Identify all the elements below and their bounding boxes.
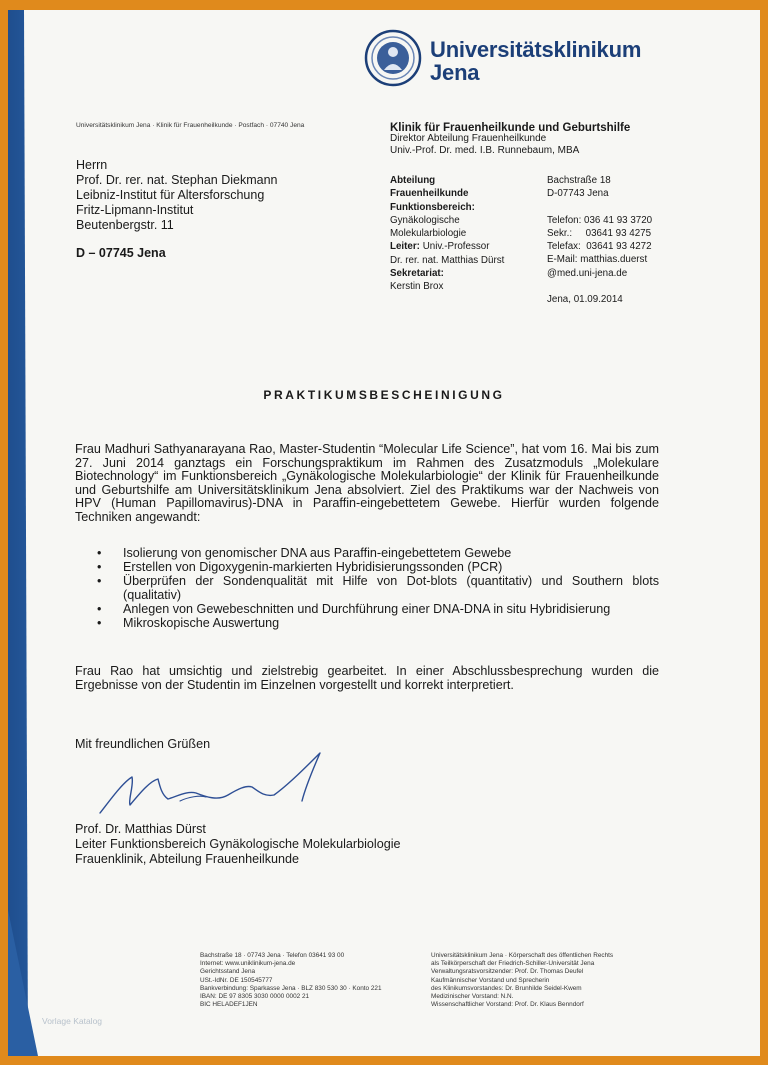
list-item: • Erstellen von Digoxygenin-markierten Hybridisierungssonden (PCR)	[75, 561, 659, 575]
document-title: PRAKTIKUMSBESCHEINIGUNG	[263, 388, 505, 402]
footer-line: Internet: www.uniklinikum-jena.de	[200, 960, 296, 968]
signer-role: Leiter Funktionsbereich Gynäkologische Molekularbiologie	[75, 837, 401, 851]
greeting: Mit freundlichen Grüßen	[75, 737, 211, 751]
footer-line: Bankverbindung: Sparkasse Jena · BLZ 830 530 30 · Konto 221	[200, 984, 382, 992]
footer-line: IBAN: DE 97 8305 3030 0000 0002 21	[200, 993, 310, 1001]
contact-phone: Telefon: 036 41 93 3720	[547, 214, 653, 226]
footer-line: Medizinischer Vorstand: N.N.	[431, 993, 514, 1001]
department-label: Abteilung	[390, 175, 436, 186]
watermark-text: Vorlage Katalog	[42, 1016, 103, 1026]
footer-line: Wissenschaftlicher Vorstand: Prof. Dr. Klaus Benndorf	[431, 1001, 584, 1009]
contact-email: E-Mail: matthias.duerst	[547, 254, 648, 266]
list-item: • Mikroskopische Auswertung	[75, 617, 659, 631]
body-intro: Frau Madhuri Sathyanarayana Rao, Master-Studentin “Molecular Life Science”, hat vom 16. Mai bis zum 27. Juni 2014 ganztags ein Forschungspraktikum im Rahmen des Zusatzmoduls „Molekulare Biotechnology“ im Funktionsbereich „Gynäkologische Molekularbiologie“ der Klinik für Frauenheilkunde und Geburtshilfe am Universitätsklinikum Jena absolviert. Ziel des Praktikums war der Nachweis von HPV (Human Papillomavirus)-DNA in Paraffin-eingebettetem Gewebe. Hierfür wurden folgende Techniken angewandt:	[75, 442, 659, 524]
letter-date: Jena, 01.09.2014	[547, 294, 623, 306]
recipient-zip-city: D – 07745 Jena	[76, 246, 166, 260]
contact-info	[547, 174, 652, 306]
institution-name-line1: Universitätsklinikum	[430, 37, 642, 62]
footer-left	[200, 952, 382, 1009]
techniques-list	[75, 547, 659, 631]
head-value: Univ.-Professor	[422, 241, 490, 253]
footer-line: des Klinikumsvorstandes: Dr. Brunhilde Seidel-Kwem	[431, 984, 582, 992]
recipient-line: Herrn	[76, 158, 108, 172]
handwritten-signature	[88, 745, 348, 825]
signer-unit: Frauenklinik, Abteilung Frauenheilkunde	[75, 852, 300, 866]
footer-line: BIC HELADEF1JEN	[200, 1001, 258, 1009]
function-area-value: Molekularbiologie	[390, 228, 467, 240]
footer-line: als Teilkörperschaft der Friedrich-Schiller-Universität Jena	[431, 960, 595, 968]
contact-street: Bachstraße 18	[547, 175, 611, 186]
contact-secretary: Sekr.: 03641 93 4275	[547, 227, 652, 239]
footer-right	[431, 952, 613, 1009]
head-label: Leiter:	[390, 241, 420, 253]
contact-city: D-07743 Jena	[547, 188, 609, 200]
secretariat-label: Sekretariat:	[390, 268, 444, 280]
footer-line: Kaufmännischer Vorstand und Sprecherin	[431, 976, 550, 984]
function-area-value: Gynäkologische	[390, 214, 460, 226]
secretariat-value: Kerstin Brox	[390, 281, 444, 293]
footer-line: Verwaltungsratsvorsitzender: Prof. Dr. Thomas Deufel	[431, 968, 584, 976]
contact-email-domain: @med.uni-jena.de	[547, 267, 628, 279]
recipient-line: Beutenbergstr. 11	[76, 218, 174, 232]
recipient-address	[76, 158, 278, 261]
signer-name: Prof. Dr. Matthias Dürst	[75, 822, 206, 836]
return-address: Universitätsklinikum Jena · Klinik für Frauenheilkunde · Postfach · 07740 Jena	[76, 122, 305, 129]
footer-line: Gerichtsstand Jena	[200, 968, 256, 976]
footer-line: Bachstraße 18 · 07743 Jena · Telefon 03641 93 00	[200, 952, 345, 959]
head-name: Dr. rer. nat. Matthias Dürst	[390, 254, 505, 266]
footer-line: Universitätsklinikum Jena · Körperschaft des öffentlichen Rechts	[431, 952, 614, 959]
recipient-line: Fritz-Lipmann-Institut	[76, 203, 194, 217]
list-item: • Isolierung von genomischer DNA aus Paraffin-eingebettetem Gewebe	[75, 547, 659, 561]
footer-line: USt.-IdNr. DE 150545777	[200, 976, 273, 984]
clinic-title: Klinik für Frauenheilkunde und Geburtshilfe	[390, 122, 631, 134]
department-value: Frauenheilkunde	[390, 188, 469, 200]
letter-page	[8, 10, 760, 1056]
clinic-director	[390, 133, 579, 157]
clinic-director-name: Univ.-Prof. Dr. med. I.B. Runnebaum, MBA	[390, 145, 580, 156]
list-item: • Überprüfen der Sondenqualität mit Hilfe von Dot-blots (quantitativ) und Southern blots (qualitativ)	[75, 575, 659, 602]
contact-fax: Telefax: 03641 93 4272	[547, 241, 652, 253]
clinic-director-line: Direktor Abteilung Frauenheilkunde	[390, 133, 547, 144]
function-area-label: Funktionsbereich:	[390, 201, 475, 213]
list-item: • Anlegen von Gewebeschnitten und Durchführung einer DNA-DNA in situ Hybridisierung	[75, 603, 659, 617]
university-seal-logo-icon	[363, 28, 423, 88]
recipient-line: Leibniz-Institut für Altersforschung	[76, 188, 265, 202]
recipient-line: Prof. Dr. rer. nat. Stephan Diekmann	[76, 173, 278, 187]
signer-block	[75, 822, 401, 867]
body-closing: Frau Rao hat umsichtig und zielstrebig gearbeitet. In einer Abschlussbesprechung wurden die Ergebnisse von der Studentin im Einzelnen vorgestellt und korrekt interpretiert.	[75, 664, 659, 692]
department-info	[390, 174, 504, 294]
institution-name	[430, 38, 641, 84]
institution-name-line2: Jena	[430, 60, 480, 85]
